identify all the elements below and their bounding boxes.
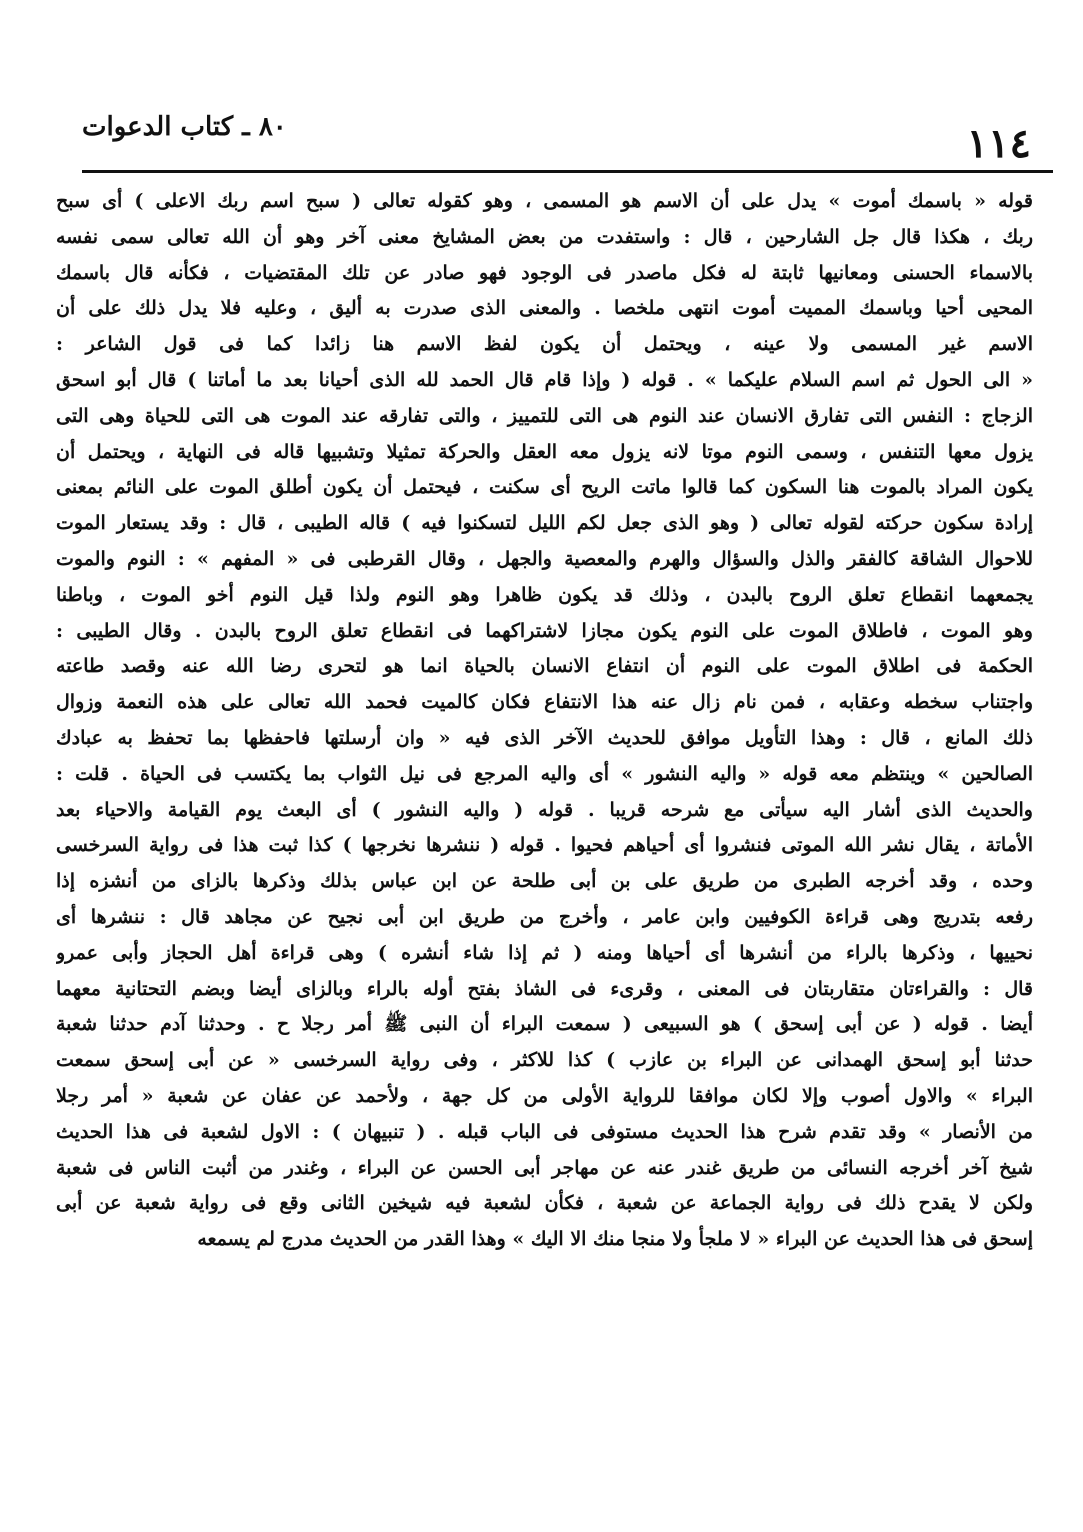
text-line: الصالحين » وينتظم معه قوله « واليه النشور » أى واليه المرجع فى نيل الثواب بما يكتسب فى الحياة . قلت :: [56, 762, 1033, 785]
text-line: رفعه بتدريج وهى قراءة الكوفيين وابن عامر ، وأخرج من طريق ابن أبى نجيح عن مجاهد قال : ننشرها أى: [56, 905, 1033, 928]
text-line: نحييها ، وذكرها بالراء من أنشرها أى أحياها ومنه ( ثم إذا شاء أنشره ) وهى قراءة أهل الحجاز وأبى عمرو: [56, 941, 1033, 964]
text-line: للاحوال الشاقة كالفقر والذل والسؤال والهرم والمعصية والجهل ، وقال القرطبى فى « المفهم » : النوم والموت: [56, 547, 1033, 570]
text-line: وحده ، وقد أخرجه الطبرى من طريق على بن أبى طلحة عن ابن عباس بذلك وذكرها بالزاى من أنشزه إذا: [56, 870, 1033, 893]
text-line: يجمعهما انقطاع تعلق الروح بالبدن ، وذلك قد يكون ظاهرا وهو النوم ولذا قيل النوم أخو الموت ، وباطنا: [56, 583, 1033, 606]
text-line: الزجاج : النفس التى تفارق الانسان عند النوم هى التى للتمييز ، والتى تفارقه عند الموت هى التى للحياة وهى التى: [56, 404, 1033, 427]
text-line: البراء » والاول أصوب وإلا لكان موافقا للرواية الأولى من كل جهة ، ولأحمد عن عفان عن شعبة « أمر رجلا: [56, 1084, 1033, 1107]
text-line: ربك ، هكذا قال جل الشارحين ، قال : واستفدت من بعض المشايخ معنى آخر وهو أن الله تعالى سمى نفسه: [56, 225, 1033, 248]
page-number: ١١٤: [966, 120, 1031, 167]
text-line: والحديث الذى أشار اليه سيأتى مع شرحه قريبا . قوله ( واليه النشور ) أى البعث يوم القيامة والاحياء بعد: [56, 798, 1033, 821]
text-line: الأماتة ، يقال نشر الله الموتى فنشروا أى أحياهم فحيوا . قوله ( ننشرها نخرجها ) كذا ثبت هذا فى رواية السرخسى: [56, 834, 1033, 857]
page-header: [82, 112, 1031, 172]
text-line: واجتناب سخطه وعقابه ، فمن نام زال عنه هذا الانتفاع فكان كالميت فحمد الله تعالى على هذه النعمة وزوال: [56, 691, 1033, 714]
text-line: « الى الحول ثم اسم السلام عليكما » . قوله ( وإذا قام قال الحمد لله الذى أحيانا بعد ما أماتنا ) قال أبو اسحق: [56, 368, 1033, 391]
text-line: ذلك المانع ، قال : وهذا التأويل موافق للحديث الآخر الذى فيه « وان أرسلتها فاحفظها بما تحفظ به عبادك: [56, 726, 1033, 749]
text-line: يزول معها التنفس ، وسمى النوم موتا لانه يزول معه العقل والحركة تمثيلا وتشبيها قاله فى النهاية ، ويحتمل أن: [56, 440, 1033, 463]
body-text: [56, 184, 1033, 1258]
text-line: ولكن لا يقدح ذلك فى رواية الجماعة عن شعبة ، فكأن لشعبة فيه شيخين الثانى وقع فى رواية شعبة عن أبى: [56, 1192, 1033, 1215]
text-line: الحكمة فى اطلاق الموت على النوم أن انتفاع الانسان بالحياة انما هو لتحرى رضا الله عنه وقصد طاعته: [56, 655, 1033, 678]
text-line: إرادة سكون حركته لقوله تعالى ( وهو الذى جعل لكم الليل لتسكنوا فيه ) قاله الطيبى ، قال : وقد يستعار الموت: [56, 512, 1033, 535]
text-line: وهو الموت ، فاطلاق الموت على النوم يكون مجازا لاشتراكهما فى انقطاع تعلق الروح بالبدن . وقال الطيبى :: [56, 619, 1033, 642]
text-line: قوله « باسمك أموت » يدل على أن الاسم هو المسمى ، وهو كقوله تعالى ( سبح اسم ربك الاعلى ) أى سبح: [56, 190, 1033, 212]
text-line: من الأنصار » وقد تقدم شرح هذا الحديث مستوفى فى الباب قبله . ( تنبيهان ) : الاول لشعبة فى هذا الحديث: [56, 1120, 1033, 1143]
text-line: أيضا . قوله ( عن أبى إسحق ) هو السبيعى ( سمعت البراء أن النبى ﷺ أمر رجلا ح . وحدثنا آدم حدثنا شعبة: [56, 1013, 1033, 1036]
text-line: الاسم غير المسمى ولا عينه ، ويحتمل أن يكون لفظ الاسم هنا زائدا كما فى قول الشاعر :: [56, 333, 1033, 356]
text-line: إسحق فى هذا الحديث عن البراء « لا ملجأ ولا منجا منك الا اليك » وهذا القدر من الحديث مدرج لم يسمعه: [197, 1228, 1033, 1251]
text-line: قال : والقراءتان متقاربتان فى المعنى ، وقرىء فى الشاذ بفتح أوله بالراء وبالزاى أيضا وبضم التحتانية معهما: [56, 977, 1033, 1000]
header-rule: [82, 170, 1053, 173]
running-title: ٨٠ ـ كتاب الدعوات: [82, 112, 287, 142]
text-line: المحيى أحيا وباسمك المميت أموت انتهى ملخصا . والمعنى الذى صدرت به أليق ، وعليه فلا يدل ذلك على أن: [56, 297, 1033, 320]
text-line: بالاسماء الحسنى ومعانيها ثابتة له فكل ماصدر فى الوجود فهو صادر عن تلك المقتضيات ، فكأنه قال باسمك: [56, 261, 1033, 284]
text-line: شيخ آخر أخرجه النسائى من طريق غندر عنه عن مهاجر أبى الحسن عن البراء ، وغندر من أثبت الناس فى شعبة: [56, 1156, 1033, 1179]
text-line: حدثنا أبو إسحق الهمدانى عن البراء بن عازب ) كذا للاكثر ، وفى رواية السرخسى « عن أبى إسحق سمعت: [56, 1049, 1033, 1072]
text-line: يكون المراد بالموت هنا السكون كما قالوا ماتت الريح أى سكنت ، فيحتمل أن يكون أطلق الموت على النائم بمعنى: [56, 476, 1033, 499]
